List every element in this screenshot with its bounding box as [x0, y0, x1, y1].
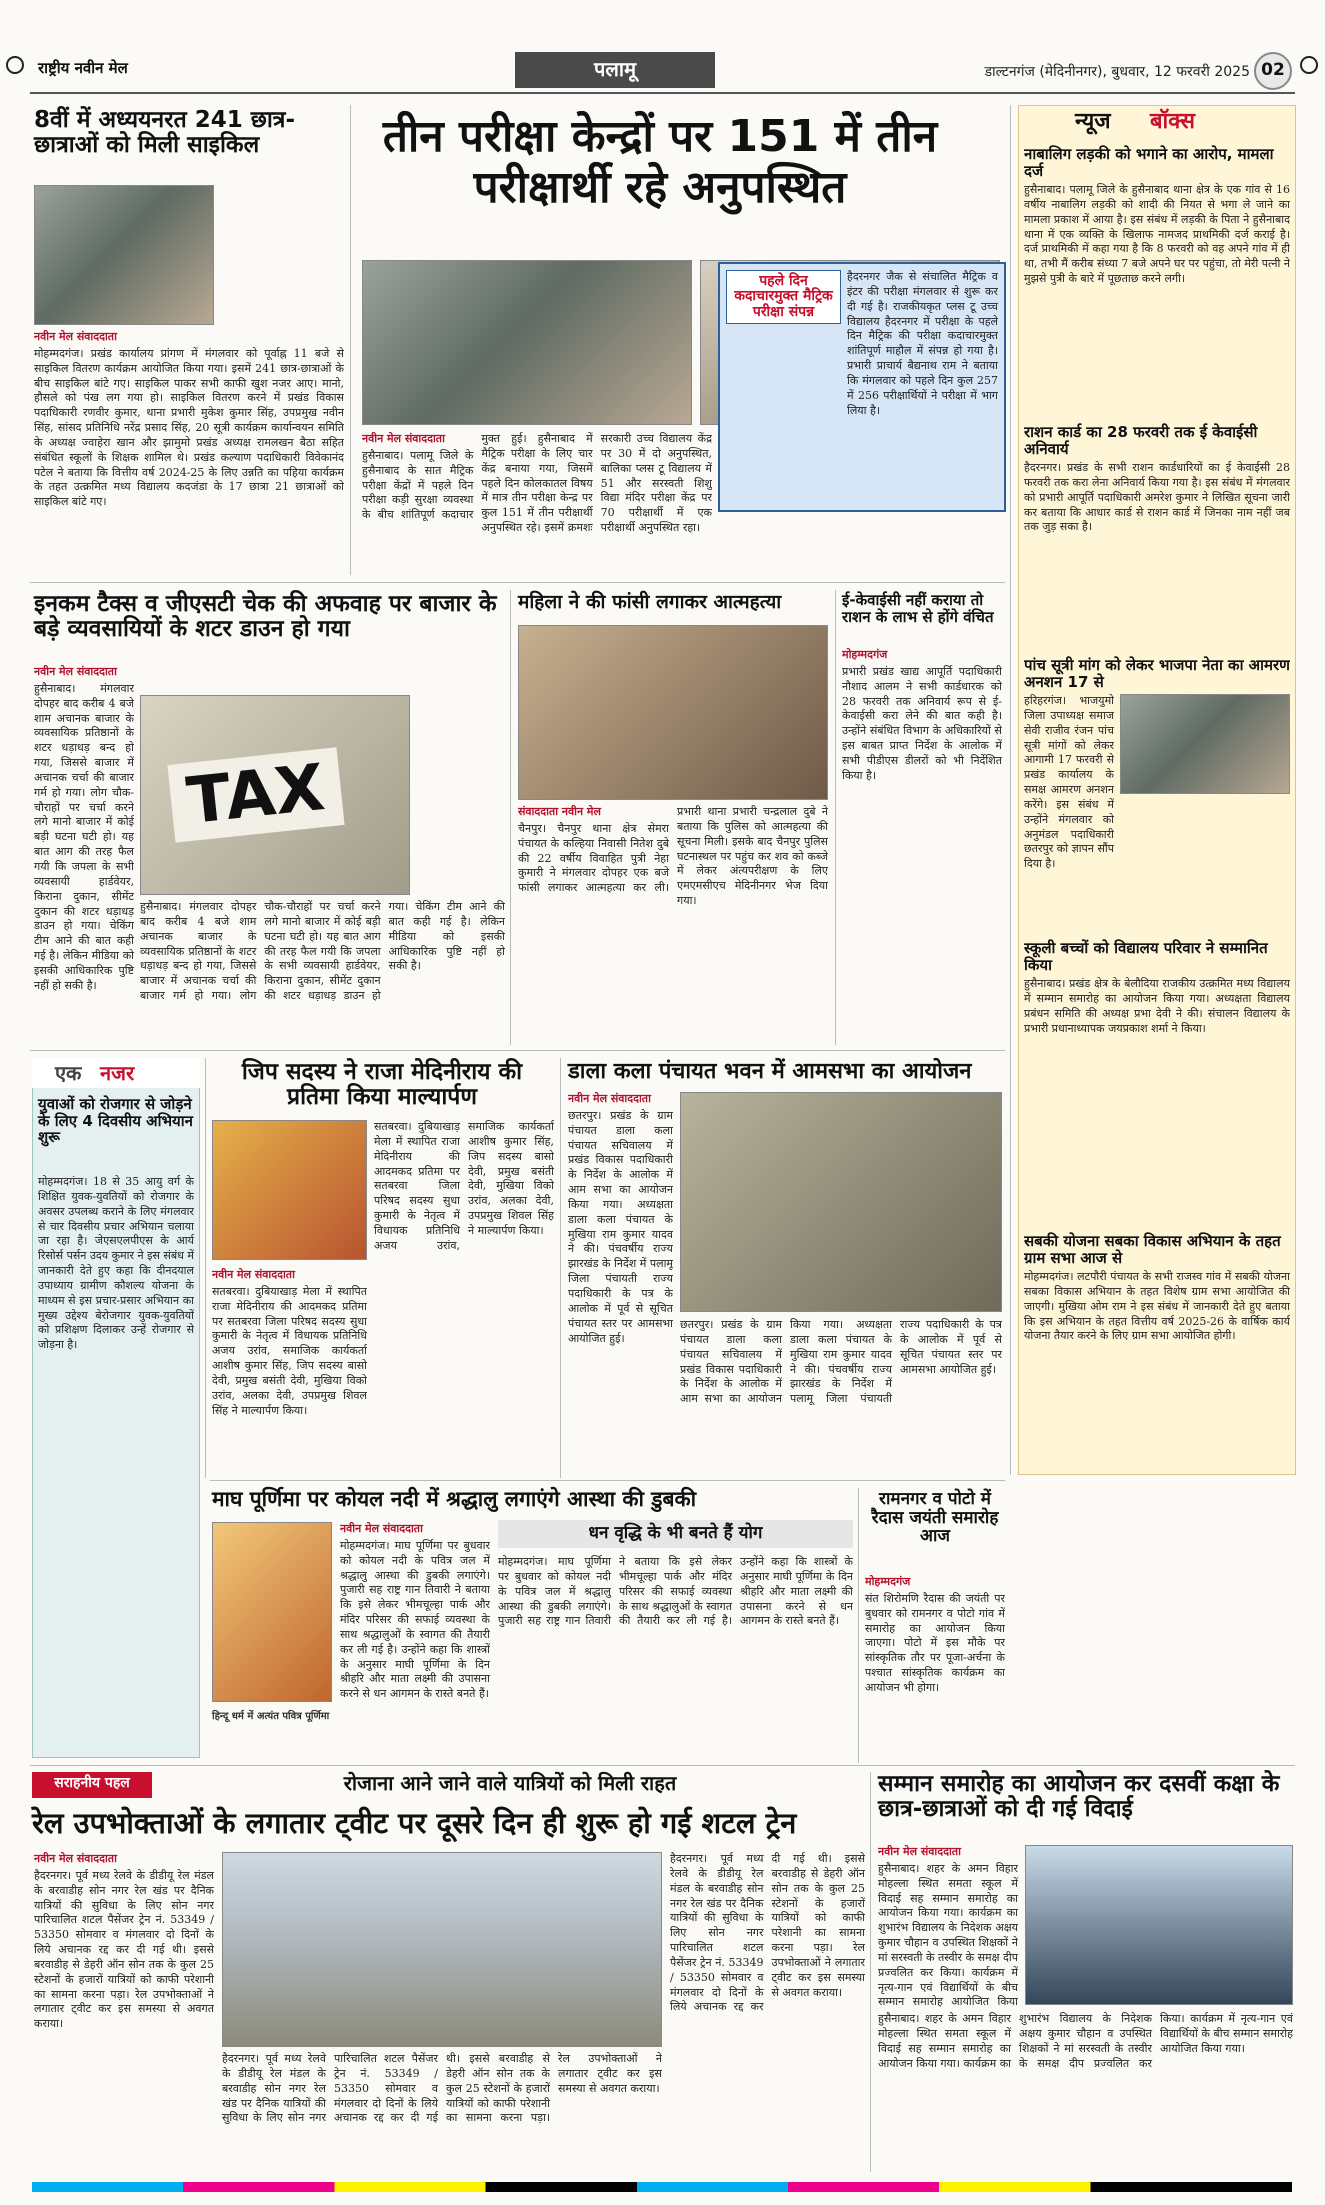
body-ekyc [842, 648, 1002, 1043]
body-train-cont: हैदरनगर। पूर्व मध्य रेलवे के डीडीयू रेल मंडल के बरवाडीह सोन नगर रेल खंड पर दैनिक यात्रियों की सुविधा के लिए सोन नगर पारिचालित शटल पैसेंजर ट्रेन नं. 53349 / 53350 सोमवार व मंगलवार दो दिनों के लिये अचानक रद्द कर दी गई थी। इससे बरवाडीह से डेहरी ऑन सोन तक के कुल 25 स्टेशनों के हजारों यात्रियों को काफी परेशानी का सामना करना पड़ा। रेल उपभोक्ताओं ने लगातार ट्वीट कर इस समस्या से अवगत कराया। [222, 2052, 662, 2125]
masthead: राष्ट्रीय नवीन मेल [38, 59, 128, 77]
byline-zip: नवीन मेल संवाददाता [212, 1268, 295, 1281]
headline-dala: डाला कला पंचायत भवन में आमसभा का आयोजन [568, 1059, 972, 1084]
row-rule [210, 1480, 1005, 1481]
news-box-s2-headline: राशन कार्ड का 28 फरवरी तक ई केवाईसी अनिवार्य [1024, 423, 1258, 458]
column-rule [560, 1058, 561, 1478]
news-box-title-a: न्यूज [1075, 109, 1111, 134]
maagh-note: हिन्दू धर्म में अत्यंत पवित्र पूर्णिमा [212, 1711, 330, 1722]
photo-suicide [518, 625, 828, 800]
headline-ekyc: ई-केवाईसी नहीं कराया तो राशन के लाभ से होंगे वंचित [842, 591, 994, 626]
byline-exam: नवीन मेल संवाददाता [362, 432, 445, 445]
byline-ekyc: मोहम्मदगंज [842, 648, 888, 661]
page-number: 02 [1261, 60, 1285, 80]
headline-zip: जिप सदस्य ने राजा मेदिनीराय की प्रतिमा किया माल्यार्पण [241, 1059, 523, 1111]
body-cycle [34, 330, 344, 575]
color-bar [32, 2182, 1292, 2192]
headline-suicide: महिला ने की फांसी लगाकर आत्महत्या [518, 591, 782, 613]
text-ravidas: संत शिरोमणि रैदास की जयंती पर बुधवार को रामनगर व पोटो गांव में समारोह का आयोजन किया जाएगा। पोटो में इस मौके पर सांस्कृतिक तौर पर पूजा-अर्चना के पश्चात सांस्कृतिक कार्यक्रम का आयोजन भी होगा। [865, 1591, 1005, 1694]
photo-zip [212, 1120, 367, 1260]
body-maagh-cont: मोहम्मदगंज। माघ पूर्णिमा पर बुधवार को कोयल नदी के पवित्र जल में श्रद्धालु आस्था की डुबकी लगाएंगे। पुजारी सह राष्ट्र गान तिवारी ने बताया कि इसे लेकर भीमचूल्हा पार्क और मंदिर परिसर की सफाई व्यवस्था के साथ श्रद्धालुओं के स्वागत की तैयारी कर ली गई है। उन्होंने कहा कि शास्त्रों के अनुसार माघी पूर्णिमा के दिन श्रीहरि और माता लक्ष्मी की उपासना करने से धन आगमन के रास्ते बनते हैं। [498, 1555, 853, 1628]
body-zip-cont: सतबरवा। दुबियाखाड़ मेला में स्थापित राजा मेदिनीराय की आदमकद प्रतिमा पर सतबरवा जिला परिषद सदस्य सुधा कुमारी के नेतृत्व में विधायक प्रतिनिधि अजय उरांव, समाजिक कार्यकर्ता आशीष कुमार सिंह, जिप सदस्य बासो देवी, प्रमुख बसंती देवी, मुखिया विको उरांव, अलका देवी, उपप्रमुख शिवल सिंह ने माल्यार्पण किया। [374, 1120, 554, 1252]
byline-cycle: नवीन मेल संवाददाता [34, 330, 117, 343]
photo-train [222, 1852, 662, 2047]
body-farewell-cont: हुसैनाबाद। शहर के अमन विहार मोहल्ला स्थित समता स्कूल में विदाई सह सम्मान समारोह का आयोजन किया गया। कार्यक्रम का शुभारंभ विद्यालय के निदेशक अक्षय कुमार चौहान व उपस्थित शिक्षकों ने मां सरस्वती के तस्वीर के समक्ष दीप प्रज्वलित कर किया। कार्यक्रम में नृत्य-गान एवं विद्यार्थियों के बीच सम्मान समारोह आयोजित किया गया। [878, 2012, 1293, 2070]
ek-nazar-label-b: नजर [100, 1061, 135, 1085]
byline-train: नवीन मेल संवाददाता [34, 1852, 117, 1865]
headline-tax: इनकम टैक्स व जीएसटी चेक की अफवाह पर बाजार के बड़े व्यवसायियों के शटर डाउन हो गया [34, 591, 497, 643]
section-title: पलामू [593, 57, 637, 81]
column-rule [1010, 105, 1011, 1475]
row-rule [30, 1765, 1295, 1766]
text-zip: सतबरवा। दुबियाखाड़ मेला में स्थापित राजा मेदिनीराय की आदमकद प्रतिमा पर सतबरवा जिला परिषद सदस्य सुधा कुमारी के नेतृत्व में विधायक प्रतिनिधि अजय उरांव, समाजिक कार्यकर्ता आशीष कुमार सिंह, जिप सदस्य बासो देवी, प्रमुख बसंती देवी, मुखिया विको उरांव, अलका देवी, उपप्रमुख शिवल सिंह ने माल्यार्पण किया। [212, 1284, 367, 1417]
news-box-s4-headline: स्कूली बच्चों को विद्यालय परिवार ने सम्मानित किया [1024, 939, 1268, 974]
body-ek-nazar: मोहम्मदगंज। 18 से 35 आयु वर्ग के शिक्षित युवक-युवतियों को रोजगार के अवसर उपलब्ध कराने के लिए मंगलवार से चार दिवसीय प्रचार अभियान चलाया जा रहा है। जेएसएलपीएस के आर्य रिसोर्स पर्सन उदय कुमार ने इस संबंध में जानकारी देते हुए कहा कि दीनदयाल उपाध्याय ग्रामीण कौशल्य योजना के माध्यम से इस प्रचार-प्रसार अभियान का मुख्य उद्देश्य बेरोजगार युवक-युवतियों को प्रशिक्षण दिलाकर उन्हें रोजगार से जोड़ना है। [38, 1175, 194, 1352]
text-exam: हुसैनाबाद। पलामू जिले के हुसैनाबाद के सात मैट्रिक परीक्षा केंद्रों में पहले दिन परीक्षा कड़ी सुरक्षा व्यवस्था के बीच शांतिपूर्ण कदाचार मुक्त हुई। हुसैनाबाद में मैट्रिक परीक्षा के लिए चार केंद्र बनाया गया, जिसमें पहले दिन कोलकातल विषय में मात्र तीन परीक्षा केन्द्र पर कुल 151 में तीन परीक्षार्थी अनुपस्थित रहे। इसमें क्रमशः सरकारी उच्च विद्यालय केंद्र पर 30 में दो अनुपस्थित, बालिका प्लस टू विद्यालय में 51 और सरस्वती शिशु विद्या मंदिर परीक्षा केंद्र पर 70 परीक्षार्थी में एक परीक्षार्थी अनुपस्थित रहा। [362, 432, 712, 535]
byline-maagh: नवीन मेल संवाददाता [340, 1522, 423, 1535]
column-rule [205, 1058, 206, 1478]
box-exam-text: हैदरनगर जैक से संचालित मैट्रिक व इंटर की परीक्षा मंगलवार से शुरू कर दी गई है। राजकीयकृत प्लस टू उच्च विद्यालय हैदरनगर में परीक्षा के पहले दिन मैट्रिक की परीक्षा कदाचारमुक्त शांतिपूर्ण माहौल में संपन्न हो गया है। प्रभारी प्राचार्य बैद्यनाथ राम ने बताया कि मंगलवार को पहले दिन कुल 257 में 256 परीक्षार्थियों ने परीक्षा में भाग लिया है। [847, 270, 998, 417]
column-rule [870, 1772, 871, 2172]
row-rule [30, 1050, 1005, 1051]
sub-headline-maagh: धन वृद्धि के भी बनते हैं योग [588, 1523, 763, 1543]
body-exam [362, 432, 712, 574]
box-exam [718, 262, 1006, 512]
photo-exam-1 [362, 260, 692, 425]
body-maagh [340, 1522, 490, 1762]
byline-dala: नवीन मेल संवाददाता [568, 1092, 651, 1105]
registration-mark-icon [1300, 56, 1318, 74]
news-box-s1-headline: नाबालिग लड़की को भगाने का आरोप, मामला दर्ज [1024, 145, 1274, 180]
news-box-s3-body: हरिहरगंज। भाजयुमो जिला उपाध्यक्ष समाज सेवी राजीव रंजन पांच सूत्री मांगों को लेकर आगामी 17 फरवरी से प्रखंड कार्यालय के समक्ष आमरण अनशन करेंगे। इस संबंध में उन्होंने मंगलवार को अनुमंडल पदाधिकारी छतरपुर को ज्ञापन सौंप दिया है। [1024, 694, 1114, 871]
headline-ek-nazar: युवाओं को रोजगार से जोड़ने के लिए 4 दिवसीय अभियान शुरू [38, 1095, 193, 1146]
text-dala: छतरपुर। प्रखंड के ग्राम पंचायत डाला कला पंचायत सचिवालय में प्रखंड विकास पदाधिकारी के निर्देश के आलोक में आम सभा का आयोजन किया गया। अध्यक्षता डाला कला पंचायत के मुखिया राम कुमार यादव ने की। पंचवर्षीय राज्य झारखंड के निर्देश में पलामू जिला पंचायती राज्य पदाधिकारी के पत्र के आलोक में पूर्व से सूचित पंचायत स्तर पर आमसभा आयोजित हुई। [568, 1108, 673, 1345]
news-box-s2-body: हैदरनगर। प्रखंड के सभी राशन कार्डधारियों का ई केवाईसी 28 फरवरी तक करा लेना अनिवार्य किया गया है। इस संबंध में मंगलवार को प्रभारी आपूर्ति पदाधिकारी अमरेश कुमार ने लिखित सूचना जारी कर बताया कि आधार कार्ड से राशन कार्ड में जिनका नाम नहीं जब तक जुड़ सका है। [1024, 461, 1290, 534]
column-rule [510, 590, 511, 1045]
header-rule [30, 92, 1295, 94]
byline-suicide: संवाददाता नवीन मेल [518, 805, 601, 818]
text-farewell: हुसैनाबाद। शहर के अमन विहार मोहल्ला स्थित समता स्कूल में विदाई सह सम्मान समारोह का आयोजन किया गया। कार्यक्रम का शुभारंभ विद्यालय के निदेशक अक्षय कुमार चौहान व उपस्थित शिक्षकों ने मां सरस्वती के तस्वीर के समक्ष दीप प्रज्वलित कर किया। कार्यक्रम में नृत्य-गान एवं विद्यार्थियों के बीच सम्मान समारोह आयोजित किया [878, 1861, 1018, 2009]
text-cycle: मोहम्मदगंज। प्रखंड कार्यालय प्रांगण में मंगलवार को पूर्वाह्न 11 बजे से साइकिल वितरण कार्यक्रम आयोजित किया गया। इसमें 241 छात्र-छात्राओं के बीच साइकिल बांटे गए। साइकिल पाकर सभी काफी खुश नजर आए। मानो, हौसले को पंख लग गया हो। साइकिल वितरण करने में प्रखंड विकास पदाधिकारी रणवीर कुमार, थाना प्रभारी मुकेश कुमार सिंह, उपप्रमुख नवीन सिंह, सांसद प्रतिनिधि नरेंद्र प्रसाद सिंह, 20 सूत्री कार्यक्रम कार्यान्वयन समिति के अध्यक्ष ज्वाहेरा खान और झामुमो प्रखंड अध्यक्ष रामलखन बैठा सहित संबंधित स्कूलों के शिक्षक शामिल थे। प्रखंड कल्याण पदाधिकारी विवेकानंद पटेल ने बताया कि वित्तीय वर्ष 2024-25 के लिए उन्नति का पहिया कार्यक्रम के तहत उत्क्रमित मध्य विद्यालय कदजंडा के 17 छात्रा 21 छात्राओं को साइकिल बांटे गए। [34, 346, 344, 509]
byline-tax: नवीन मेल संवाददाता [34, 665, 117, 678]
news-box-s5-headline: सबकी योजना सबका विकास अभियान के तहत ग्राम सभा आज से [1024, 1232, 1281, 1267]
headline-train: रेल उपभोक्ताओं के लगातार ट्वीट पर दूसरे दिन ही शुरू हो गई शटल ट्रेन [32, 1806, 797, 1840]
headline-cycle: 8वीं में अध्ययनरत 241 छात्र-छात्राओं को मिली साइकिल [34, 107, 296, 159]
headline-farewell: सम्मान समारोह का आयोजन कर दसवीं कक्षा के छात्र-छात्राओं को दी गई विदाई [878, 1771, 1280, 1823]
body-train [34, 1852, 214, 2167]
photo-cycle [34, 185, 214, 325]
text-suicide: चैनपुर। चैनपुर थाना क्षेत्र सेमरा पंचायत के कल्हिया निवासी नितेश दुबे की 22 वर्षीय विवाहित पुत्री नेहा कुमारी ने मंगलवार दोपहर एक बजे फांसी लगाकर आत्महत्या कर ली। प्रभारी थाना प्रभारी चन्द्रलाल दुबे ने बताया कि पुलिस को आत्महत्या की सूचना मिली। इसके बाद चैनपुर पुलिस घटनास्थल पर पहुंच कर शव को कब्जे में लेकर अंत्यपरीक्षण के लिए एमएमसीएच मेदिनीनगर भेज दिया गया। [518, 805, 828, 908]
body-ravidas [865, 1575, 1005, 1760]
news-box-title-b: बॉक्स [1150, 109, 1195, 134]
photo-news-box-s3 [1120, 694, 1290, 794]
body-tax-cont: हुसैनाबाद। मंगलवार दोपहर बाद करीब 4 बजे शाम अचानक बाजार के व्यवसायिक प्रतिष्ठानों के शटर धड़ाधड़ बन्द हो गया, जिससे बाजार में अचानक चर्चा की बाजार गर्म हो गया। लोग चौक-चौराहों पर चर्चा करने लगे मानो बाजार में कोई बड़ी घटना घटी हो। यह बात आग की तरह फैल गयी कि जपला के सभी व्यवसायी हार्डवेयर, किराना दुकान, सीमेंट दुकान की शटर धड़ाधड़ डाउन हो गया। चेकिंग टीम आने की बात कही गई है। लेकिन मीडिया को इसकी आधिकारिक पुष्टि नहीं हो सकी है। [140, 900, 505, 1003]
column-rule [350, 105, 351, 575]
registration-mark-icon [6, 56, 24, 74]
news-box-stories [1024, 142, 1290, 1467]
photo-tax [140, 695, 410, 895]
text-maagh: मोहम्मदगंज। माघ पूर्णिमा पर बुधवार को कोयल नदी के पवित्र जल में श्रद्धालु आस्था की डुबकी लगाएंगे। पुजारी सह राष्ट्र गान तिवारी ने बताया कि इसे लेकर भीमचूल्हा पार्क और मंदिर परिसर की सफाई व्यवस्था के साथ श्रद्धालुओं के स्वागत की तैयारी कर ली गई है। उन्होंने कहा कि शास्त्रों के अनुसार माघी पूर्णिमा के दिन श्रीहरि और माता लक्ष्मी की उपासना करने से धन आगमन के रास्ते बनते हैं। [340, 1538, 490, 1701]
top-headline-train: रोजाना आने जाने वाले यात्रियों को मिली राहत [343, 1771, 677, 1795]
row-rule [30, 582, 1005, 583]
kicker-train: सराहनीय पहल [54, 1775, 130, 1791]
body-dala-cont: छतरपुर। प्रखंड के ग्राम पंचायत डाला कला पंचायत सचिवालय में प्रखंड विकास पदाधिकारी के निर्देश के आलोक में आम सभा का आयोजन किया गया। अध्यक्षता डाला कला पंचायत के मुखिया राम कुमार यादव ने की। पंचवर्षीय राज्य झारखंड के निर्देश में पलामू जिला पंचायती राज्य पदाधिकारी के पत्र के आलोक में पूर्व से सूचित पंचायत स्तर पर आमसभा आयोजित हुई। [680, 1318, 1002, 1406]
ek-nazar-label-a: एक [55, 1061, 82, 1085]
body-zip [212, 1268, 367, 1468]
column-rule [858, 1488, 859, 1763]
body-suicide [518, 805, 828, 1045]
news-box-s5-body: मोहम्मदगंज। लटपौरी पंचायत के सभी राजस्व गांव में सबकी योजना सबका विकास अभियान के तहत विशेष ग्राम सभा आयोजित की जाएगी। मुखिया ओम राम ने इस संबंध में जानकारी देते हुए बताया कि इस अभियान के तहत वित्तीय वर्ष 2025-26 के वार्षिक कार्य योजना तैयार करने के लिए ग्राम सभा आयोजित होगी। [1024, 1270, 1290, 1343]
byline-farewell: नवीन मेल संवाददाता [878, 1845, 961, 1858]
dateline: डाल्टनगंज (मेदिनीनगर), बुधवार, 12 फरवरी 2025 [984, 64, 1250, 80]
headline-exam: तीन परीक्षा केन्द्रों पर 151 में तीन परीक्षार्थी रहे अनुपस्थित [382, 111, 938, 213]
headline-maagh: माघ पूर्णिमा पर कोयल नदी में श्रद्धालु लगाएंगे आस्था की डुबकी [212, 1487, 697, 1511]
text-tax: हुसैनाबाद। मंगलवार दोपहर बाद करीब 4 बजे शाम अचानक बाजार के व्यवसायिक प्रतिष्ठानों के शटर धड़ाधड़ बन्द हो गया, जिससे बाजार में अचानक चर्चा की बाजार गर्म हो गया। लोग चौक-चौराहों पर चर्चा करने लगे मानो बाजार में कोई बड़ी घटना घटी हो। यह बात आग की तरह फैल गयी कि जपला के सभी व्यवसायी हार्डवेयर, किराना दुकान, सीमेंट दुकान की शटर धड़ाधड़ डाउन हो गया। चेकिंग टीम आने की बात कही गई है। लेकिन मीडिया को इसकी आधिकारिक पुष्टि नहीं हो सकी है। [34, 681, 134, 992]
news-box-s1-body: हुसैनाबाद। पलामू जिले के हुसैनाबाद थाना क्षेत्र के एक गांव से 16 वर्षीय नाबालिग लड़की को शादी की नियत से भगा ले जाने का मामला प्रकाश में आया है। इस संबंध में लड़की के पिता ने हुसैनाबाद थाना में एक व्यक्ति के खिलाफ नामजद प्राथमिकी दर्ज कराई है। दर्ज प्राथमिकी में कहा गया है कि 8 फरवरी को वह अपने गांव में ही था, तभी मैं करीब संध्या 7 बजे अपने घर पर पहुंचा, तो मेरी पत्नी ने मुझसे पुत्री के बारे में पूछताछ करने लगी। [1024, 183, 1290, 286]
body-farewell [878, 1845, 1018, 2010]
body-dala [568, 1092, 673, 1472]
column-rule [835, 590, 836, 1045]
photo-maagh [212, 1522, 332, 1702]
tax-photo-label: TAX [167, 747, 344, 843]
text-ekyc: प्रभारी प्रखंड खाद्य आपूर्ति पदाधिकारी नौशाद आलम ने सभी कार्डधारक को 28 फरवरी तक अनिवार्य रूप से ई-केवाईसी करा लेने की बात कही है। उन्होंने संबंधित विभाग के अधिकारियों से इस बाबत प्राप्त निर्देश के आलोक में सभी पीडीएस डीलरों को भी निर्देशित किया है। [842, 664, 1002, 782]
byline-ravidas: मोहम्मदगंज [865, 1575, 911, 1588]
text-train: हैदरनगर। पूर्व मध्य रेलवे के डीडीयू रेल मंडल के बरवाडीह सोन नगर रेल खंड पर दैनिक यात्रियों की सुविधा के लिए सोन नगर पारिचालित शटल पैसेंजर ट्रेन नं. 53349 / 53350 सोमवार व मंगलवार दो दिनों के लिये अचानक रद्द कर दी गई थी। इससे बरवाडीह से डेहरी ऑन सोन तक के कुल 25 स्टेशनों के हजारों यात्रियों को काफी परेशानी का सामना करना पड़ा। रेल उपभोक्ताओं ने लगातार ट्वीट कर इस समस्या से अवगत कराया। [34, 1868, 214, 2031]
photo-dala [680, 1092, 1002, 1312]
body-train-cont-2: हैदरनगर। पूर्व मध्य रेलवे के डीडीयू रेल मंडल के बरवाडीह सोन नगर रेल खंड पर दैनिक यात्रियों की सुविधा के लिए सोन नगर पारिचालित शटल पैसेंजर ट्रेन नं. 53349 / 53350 सोमवार व मंगलवार दो दिनों के लिये अचानक रद्द कर दी गई थी। इससे बरवाडीह से डेहरी ऑन सोन तक के कुल 25 स्टेशनों के हजारों यात्रियों को काफी परेशानी का सामना करना पड़ा। रेल उपभोक्ताओं ने लगातार ट्वीट कर इस समस्या से अवगत कराया। [670, 1852, 865, 2014]
box-exam-title: पहले दिन कदाचारमुक्त मैट्रिक परीक्षा संपन्न [726, 270, 841, 324]
news-box-s4-body: हुसैनाबाद। प्रखंड क्षेत्र के बेलौदिया राजकीय उत्क्रमित मध्य विद्यालय में सम्मान समारोह का आयोजन किया गया। अध्यक्षता विद्यालय प्रबंधन समिति की अध्यक्ष प्रभा देवी ने की। संचालन विद्यालय के प्रभारी प्रधानाध्यापक जयप्रकाश शर्मा ने किया। [1024, 977, 1290, 1035]
photo-farewell [1025, 1845, 1293, 2005]
headline-ravidas: रामनगर व पोटो में रैदास जयंती समारोह आज [871, 1489, 999, 1547]
news-box-s3-headline: पांच सूत्री मांग को लेकर भाजपा नेता का आमरण अनशन 17 से [1024, 656, 1290, 691]
body-tax [34, 665, 134, 1045]
